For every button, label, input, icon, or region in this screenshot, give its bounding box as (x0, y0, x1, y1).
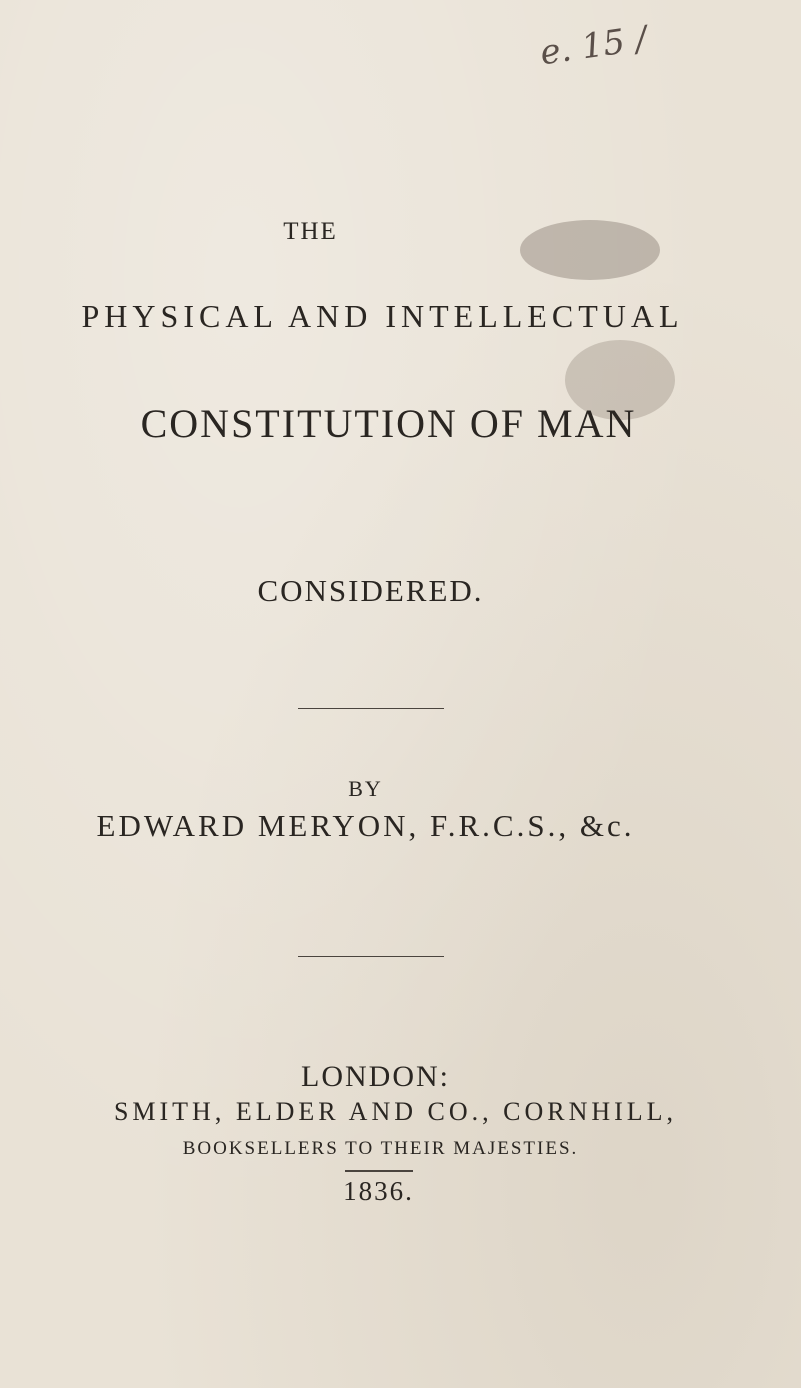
handwritten-note: e. 15 / (537, 18, 650, 74)
divider (345, 1170, 413, 1172)
title-physical-intellectual: PHYSICAL AND INTELLECTUAL (81, 298, 684, 334)
byline-by: BY (348, 776, 383, 801)
title-constitution: CONSTITUTION OF MAN (140, 401, 637, 446)
imprint-subtitle: BOOKSELLERS TO THEIR MAJESTIES. (182, 1138, 579, 1159)
title-the: THE (283, 218, 338, 245)
imprint-city: LONDON: (301, 1060, 450, 1093)
imprint-year: 1836. (343, 1176, 414, 1206)
imprint-publisher: SMITH, ELDER AND CO., CORNHILL, (113, 1097, 678, 1126)
title-considered: CONSIDERED. (257, 573, 484, 608)
byline-author: EDWARD MERYON, F.R.C.S., &c. (96, 808, 635, 843)
divider (298, 708, 444, 709)
divider (298, 956, 444, 957)
